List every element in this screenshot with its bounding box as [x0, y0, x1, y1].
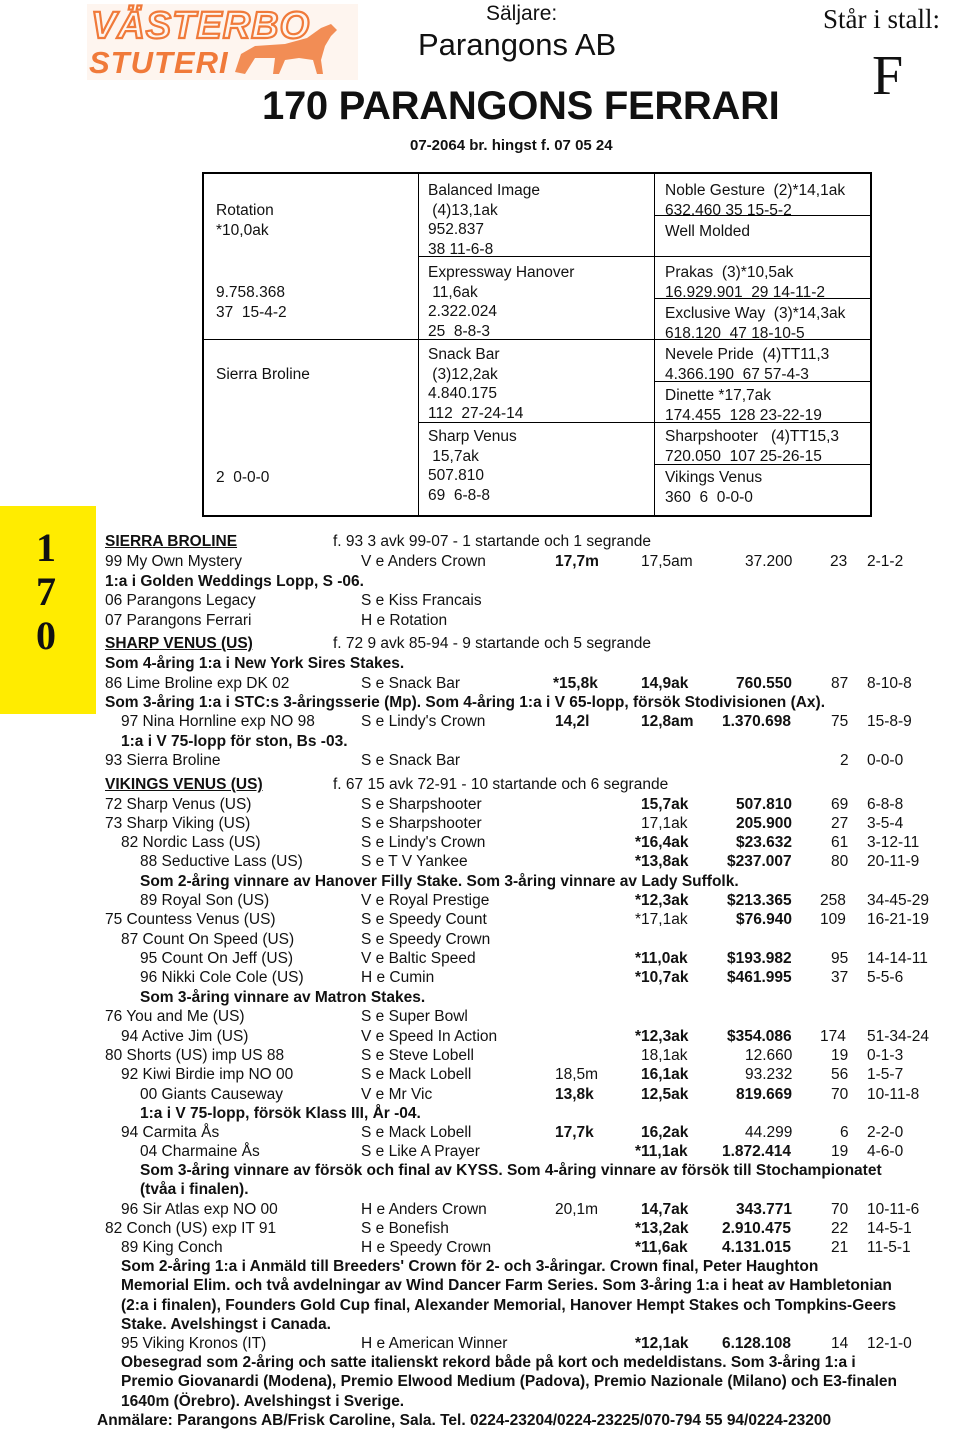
record-field: S e Snack Bar [361, 675, 461, 692]
record-name: 06 Parangons Legacy [105, 592, 256, 609]
record-field: 6 [840, 1124, 849, 1141]
record-field: 22 [831, 1220, 849, 1237]
logo-text-line-1: VÄSTERBO [91, 5, 311, 47]
record-field: 258 [820, 892, 846, 909]
pedigree-ddd: Vikings Venus 360 6 0-0-0 [665, 469, 763, 506]
record-field: 51-34-24 [867, 1028, 930, 1045]
record-field: 15,7ak [641, 796, 689, 813]
record-field: V e Anders Crown [361, 553, 486, 570]
record-field: H e Anders Crown [361, 1201, 487, 1218]
record-field: S e Steve Lobell [361, 1047, 474, 1064]
record-field: 20-11-9 [867, 853, 920, 870]
record-field: H e American Winner [361, 1335, 508, 1352]
record-note: Anmälare: Parangons AB/Frisk Caroline, Sala. Tel. 0224-23204/0224-23225/070-794 55 94/0224-23200 [97, 1412, 832, 1429]
record-field: 6-8-8 [867, 796, 904, 813]
record-note: Som 3-åring vinnare av försök och final av KYSS. Som 4-åring vinnare av försök till Stochampionatet (tvåa i finalen). [140, 1162, 882, 1199]
pedigree-dsd: Dinette *17,7ak 174.455 128 23-22-19 [665, 387, 822, 424]
record-field: *17,1ak [635, 911, 688, 928]
record-field: $237.007 [727, 853, 792, 870]
record-field: f. 93 3 avk 99-07 - 1 startande och 1 segrande [333, 533, 651, 550]
record-note: 1:a i V 75-lopp för ston, Bs -03. [121, 733, 348, 750]
pedigree-sd: Expressway Hanover 11,6ak 2.322.024 25 8-8-3 [428, 264, 575, 340]
record-field: V e Speed In Action [361, 1028, 498, 1045]
record-name: 93 Sierra Broline [105, 752, 221, 769]
record-field: H e Rotation [361, 612, 448, 629]
record-field: 37 [831, 969, 849, 986]
record-field: 19 [831, 1047, 849, 1064]
record-field: V e Mr Vic [361, 1086, 433, 1103]
record-field: 12,5ak [641, 1086, 689, 1103]
record-field: 14 [831, 1335, 849, 1352]
catalog-number-digit: 7 [36, 569, 56, 614]
record-name: 82 Conch (US) exp IT 91 [105, 1220, 277, 1237]
record-field: 8-10-8 [867, 675, 912, 692]
record-name: VIKINGS VENUS (US) [105, 776, 263, 793]
record-field: 1-5-7 [867, 1066, 904, 1083]
record-name: 94 Carmita Ås [121, 1124, 220, 1141]
record-note: Som 3-åring vinnare av Matron Stakes. [140, 989, 426, 1006]
horse-subtitle: 07-2064 br. hingst f. 07 05 24 [410, 137, 613, 154]
record-field: 56 [831, 1066, 849, 1083]
record-field: 819.669 [736, 1086, 793, 1103]
record-field: *12,3ak [635, 1028, 689, 1045]
record-field: S e Sharpshooter [361, 815, 482, 832]
record-field: S e Like A Prayer [361, 1143, 480, 1160]
horse-title: 170 PARANGONS FERRARI [262, 84, 780, 128]
pedigree-table [202, 172, 872, 517]
record-field: 19 [831, 1143, 849, 1160]
record-field: 205.900 [736, 815, 793, 832]
record-field: $461.995 [727, 969, 792, 986]
pedigree-dam: Sierra Broline [216, 366, 310, 383]
record-field: 1.370.698 [722, 713, 791, 730]
record-field: 14,2l [555, 713, 590, 730]
record-name: 72 Sharp Venus (US) [105, 796, 252, 813]
record-name: 07 Parangons Ferrari [105, 612, 252, 629]
pedigree-sds: Prakas (3)*10,5ak 16.929.901 29 14-11-2 [665, 264, 826, 301]
record-field: 93.232 [745, 1066, 793, 1083]
record-field: 12.660 [745, 1047, 793, 1064]
record-name: SIERRA BROLINE [105, 533, 238, 550]
record-field: 20,1m [555, 1201, 599, 1218]
record-field: 12-1-0 [867, 1335, 912, 1352]
record-name: 96 Sir Atlas exp NO 00 [121, 1201, 278, 1218]
record-field: 21 [831, 1239, 849, 1256]
record-field: 507.810 [736, 796, 793, 813]
record-field: 3-12-11 [867, 834, 920, 851]
record-field: 75 [831, 713, 849, 730]
pedigree-sire: Rotation *10,0ak [216, 202, 274, 239]
record-name: 92 Kiwi Birdie imp NO 00 [121, 1066, 294, 1083]
record-field: S e Speedy Crown [361, 931, 491, 948]
record-field: 0-0-0 [867, 752, 904, 769]
pedigree-dds: Sharpshooter (4)TT15,3 720.050 107 25-26-15 [665, 428, 840, 465]
record-field: f. 67 15 avk 72-91 - 10 startande och 6 segrande [333, 776, 669, 793]
record-field: *10,7ak [635, 969, 689, 986]
record-field: 2-1-2 [867, 553, 904, 570]
record-field: 16,2ak [641, 1124, 689, 1141]
record-field: 23 [830, 553, 848, 570]
record-field: V e Baltic Speed [361, 950, 476, 967]
record-field: 44.299 [745, 1124, 793, 1141]
record-name: 73 Sharp Viking (US) [105, 815, 251, 832]
record-name: 97 Nina Hornline exp NO 98 [121, 713, 315, 730]
pedigree-dss: Nevele Pride (4)TT11,3 4.366.190 67 57-4-3 [665, 346, 830, 383]
pedigree-ds: Snack Bar (3)12,2ak 4.840.175 112 27-24-14 [428, 346, 524, 422]
record-field: S e Lindy's Crown [361, 834, 486, 851]
record-field: f. 72 9 avk 85-94 - 9 startande och 5 segrande [333, 635, 651, 652]
record-note: 1:a i Golden Weddings Lopp, S -06. [105, 573, 364, 590]
record-field: 760.550 [736, 675, 793, 692]
pedigree-sdd: Exclusive Way (3)*14,3ak 618.120 47 18-10-5 [665, 305, 846, 342]
catalog-number-digit: 0 [36, 613, 56, 658]
record-field: $193.982 [727, 950, 792, 967]
pedigree-ss: Balanced Image (4)13,1ak 952.837 38 11-6-8 [428, 182, 541, 258]
record-note: Som 4-åring 1:a i New York Sires Stakes. [105, 655, 405, 672]
record-field: 69 [831, 796, 849, 813]
record-field: S e T V Yankee [361, 853, 468, 870]
record-field: 5-5-6 [867, 969, 904, 986]
record-field: 11-5-1 [867, 1239, 911, 1256]
seller-label: Säljare: [486, 2, 558, 25]
record-field: 18,1ak [641, 1047, 688, 1064]
record-name: 99 My Own Mystery [105, 553, 242, 570]
record-field: $76.940 [736, 911, 793, 928]
record-field: 17,7m [555, 553, 599, 570]
record-field: 14-14-11 [867, 950, 928, 967]
record-field: 4-6-0 [867, 1143, 904, 1160]
record-note: Som 3-åring 1:a i STC:s 3-åringsserie (Mp). Som 4-åring 1:a i V 65-lopp, försök Stodivisionen (Ax). [105, 694, 826, 711]
record-name: 76 You and Me (US) [105, 1008, 245, 1025]
record-field: S e Mack Lobell [361, 1066, 472, 1083]
record-field: *16,4ak [635, 834, 689, 851]
record-field: 14,9ak [641, 675, 689, 692]
record-field: *15,8k [553, 675, 598, 692]
record-field: S e Mack Lobell [361, 1124, 472, 1141]
record-field: $23.632 [736, 834, 793, 851]
record-field: 174 [820, 1028, 846, 1045]
record-note: Som 2-åring 1:a i Anmäld till Breeders' Crown för 2- och 3-åringar. Crown final, Peter Haughton Memorial Elim. och två avdelningar av Wind Dancer Farm Series. Som 3-åring 1:a i heat av Hambletonian (2:a i finalen), Founders Gold Cup final, Alexander Memorial, Hanover Hempt Stakes och Tompkins-Geers Stake. Avelshingst i Canada. [121, 1258, 897, 1333]
record-field: S e Lindy's Crown [361, 713, 486, 730]
pedigree-dam-record: 2 0-0-0 [216, 469, 270, 486]
record-name: 96 Nikki Cole Cole (US) [140, 969, 304, 986]
record-field: *11,6ak [635, 1239, 688, 1256]
record-field: S e Kiss Francais [361, 592, 482, 609]
record-name: 04 Charmaine Ås [140, 1143, 260, 1160]
record-field: 10-11-8 [867, 1086, 920, 1103]
record-note: Obesegrad som 2-åring och satte italienskt rekord både på kort och medeldistans. Som 3-åring 1:a i Premio Giovanardi (Modena), Premio Elwood Medium (Padova), Premio Nazionale (Milano) och E3-finalen 1640m (Örebro). Avelshingst i Sverige. [121, 1354, 897, 1410]
record-field: V e Royal Prestige [361, 892, 490, 909]
record-field: 37.200 [745, 553, 793, 570]
record-field: *13,2ak [635, 1220, 689, 1237]
record-field: H e Speedy Crown [361, 1239, 492, 1256]
catalog-number-tab [0, 506, 96, 714]
record-field: 17,5am [641, 553, 693, 570]
record-name: SHARP VENUS (US) [105, 635, 253, 652]
vasterbo-stuteri-logo [85, 2, 360, 82]
record-field: *11,0ak [635, 950, 688, 967]
seller-name: Parangons AB [418, 27, 617, 62]
record-field: 4.131.015 [722, 1239, 791, 1256]
record-field: $354.086 [727, 1028, 792, 1045]
record-name: 87 Count On Speed (US) [121, 931, 295, 948]
record-name: 94 Active Jim (US) [121, 1028, 249, 1045]
record-field: S e Speedy Count [361, 911, 487, 928]
record-field: 15-8-9 [867, 713, 912, 730]
record-field: H e Cumin [361, 969, 435, 986]
record-name: 89 King Conch [121, 1239, 223, 1256]
record-field: 34-45-29 [867, 892, 930, 909]
record-field: S e Sharpshooter [361, 796, 482, 813]
record-field: 14-5-1 [867, 1220, 912, 1237]
pedigree-sss: Noble Gesture (2)*14,1ak 632.460 35 15-5-2 [665, 182, 846, 219]
pedigree-sire-record: 9.758.368 37 15-4-2 [216, 284, 287, 321]
record-name: 88 Seductive Lass (US) [140, 853, 303, 870]
record-note: Som 2-åring vinnare av Hanover Filly Stake. Som 3-åring vinnare av Lady Suffolk. [140, 873, 739, 890]
record-field: S e Bonefish [361, 1220, 449, 1237]
stall-value: F [872, 45, 904, 107]
record-field: 0-1-3 [867, 1047, 904, 1064]
record-field: 6.128.108 [722, 1335, 791, 1352]
record-field: 16,1ak [641, 1066, 689, 1083]
record-field: 2 [840, 752, 849, 769]
record-name: 80 Shorts (US) imp US 88 [105, 1047, 285, 1064]
record-field: 10-11-6 [867, 1201, 920, 1218]
record-field: *12,3ak [635, 892, 689, 909]
record-field: 27 [831, 815, 849, 832]
record-name: 95 Viking Kronos (IT) [121, 1335, 267, 1352]
record-name: 82 Nordic Lass (US) [121, 834, 261, 851]
record-field: 87 [831, 675, 849, 692]
logo-text-line-2: STUTERI [89, 45, 229, 80]
record-field: 17,1ak [641, 815, 688, 832]
record-field: 16-21-19 [867, 911, 930, 928]
record-field: *13,8ak [635, 853, 689, 870]
stall-label: Står i stall: [823, 4, 940, 34]
record-name: 86 Lime Broline exp DK 02 [105, 675, 290, 692]
record-field: 18,5m [555, 1066, 599, 1083]
record-field: 14,7ak [641, 1201, 689, 1218]
record-field: 3-5-4 [867, 815, 904, 832]
record-field: $213.365 [727, 892, 792, 909]
record-field: S e Super Bowl [361, 1008, 468, 1025]
record-field: 2-2-0 [867, 1124, 904, 1141]
record-field: S e Snack Bar [361, 752, 461, 769]
record-field: 95 [831, 950, 849, 967]
record-field: 2.910.475 [722, 1220, 791, 1237]
pedigree-dd: Sharp Venus 15,7ak 507.810 69 6-8-8 [428, 428, 517, 504]
record-note: 1:a i V 75-lopp, försök Klass III, År -04. [140, 1105, 421, 1122]
record-field: *11,1ak [635, 1143, 688, 1160]
record-field: 109 [820, 911, 846, 928]
record-field: 70 [831, 1086, 849, 1103]
record-name: 75 Countess Venus (US) [105, 911, 276, 928]
record-field: 70 [831, 1201, 849, 1218]
record-field: 17,7k [555, 1124, 594, 1141]
record-field: 61 [831, 834, 849, 851]
pedigree-ssd: Well Molded [665, 223, 751, 240]
record-name: 00 Giants Causeway [140, 1086, 284, 1103]
record-field: 1.872.414 [722, 1143, 791, 1160]
record-name: 95 Count On Jeff (US) [140, 950, 294, 967]
record-field: 80 [831, 853, 849, 870]
record-field: 13,8k [555, 1086, 594, 1103]
record-field: 343.771 [736, 1201, 793, 1218]
catalog-number-digit: 1 [36, 525, 56, 570]
record-name: 89 Royal Son (US) [140, 892, 270, 909]
record-field: *12,1ak [635, 1335, 689, 1352]
record-field: 12,8am [641, 713, 694, 730]
